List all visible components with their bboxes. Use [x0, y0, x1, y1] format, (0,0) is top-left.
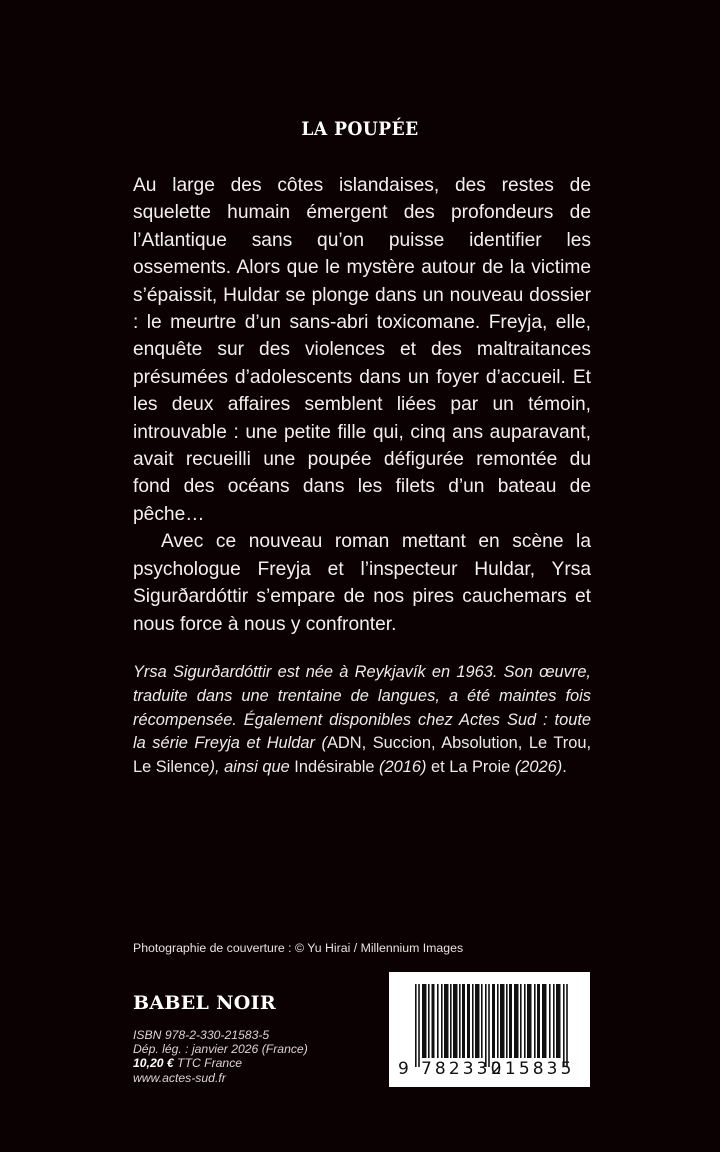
barcode-group-2: 215835 — [491, 1059, 575, 1079]
price: 10,20 € — [133, 1056, 174, 1071]
website-link: www.actes-sud.fr — [133, 1070, 226, 1085]
bio-text-2: ), ainsi que — [209, 758, 295, 777]
bio-text-1: Yrsa Sigurðardóttir est née à Reykjavík en 1963. Son œuvre, traduite dans une trentaine de langues, a été maintes fois récompensée. Également disponibles chez Actes Sud : toute la série Freyja et Huldar ( — [133, 663, 591, 753]
bio-text-4: (2026) — [510, 758, 563, 777]
barcode-group-1: 782330 — [421, 1059, 505, 1079]
price-line — [133, 1056, 308, 1070]
bio-text-3: (2016) — [374, 758, 431, 777]
barcode-lead-digit: 9 — [398, 1059, 412, 1079]
author-bio — [133, 661, 591, 780]
bio-connector: et — [430, 758, 450, 777]
bio-end: . — [562, 758, 567, 777]
bio-series-titles: ADN, Succion, Absolution, Le Trou, Le Silence — [133, 734, 592, 777]
bio-title-indesirable: Indésirable — [294, 758, 375, 777]
price-suffix: TTC France — [173, 1056, 243, 1071]
photo-credit: Photographie de couverture : © Yu Hirai / Millennium Images — [133, 941, 464, 955]
bio-title-proie: La Proie — [449, 758, 511, 777]
synopsis-paragraph-2: Avec ce nouveau roman mettant en scène la psychologue Freyja et l’inspecteur Huldar, Yrsa Sigurðardóttir s’empare de nos pires cauchemars et nous force à nous y confronter. — [133, 531, 591, 635]
legal-deposit: Dép. lég. : janvier 2026 (France) — [133, 1042, 308, 1057]
publication-meta — [133, 1028, 308, 1085]
book-title: LA POUPÉE — [301, 118, 419, 140]
isbn: ISBN 978-2-330-21583-5 — [133, 1028, 270, 1042]
barcode-number — [389, 1059, 590, 1083]
synopsis-paragraph-1: Au large des côtes islandaises, des restes de squelette humain émergent des profondeurs de l’Atlantique sans qu’on puisse identifier les ossements. Alors que le mystère autour de la victime s’épaissit, Huldar se plonge dans un nouveau dossier : le meurtre d’un sans-abri toxicomane. Freyja, elle, enquête sur des violences et des maltraitances présumées d’adolescents dans un foyer d’accueil. Et les deux affaires semblent liées par un témoin, introuvable : une petite fille qui, cinq ans auparavant, avait recueilli une poupée défigurée remontée du fond des océans dans les filets d’un bateau de pêche… — [133, 175, 591, 525]
barcode — [389, 972, 590, 1087]
imprint-name: BABEL NOIR — [133, 992, 276, 1014]
synopsis — [133, 172, 591, 638]
